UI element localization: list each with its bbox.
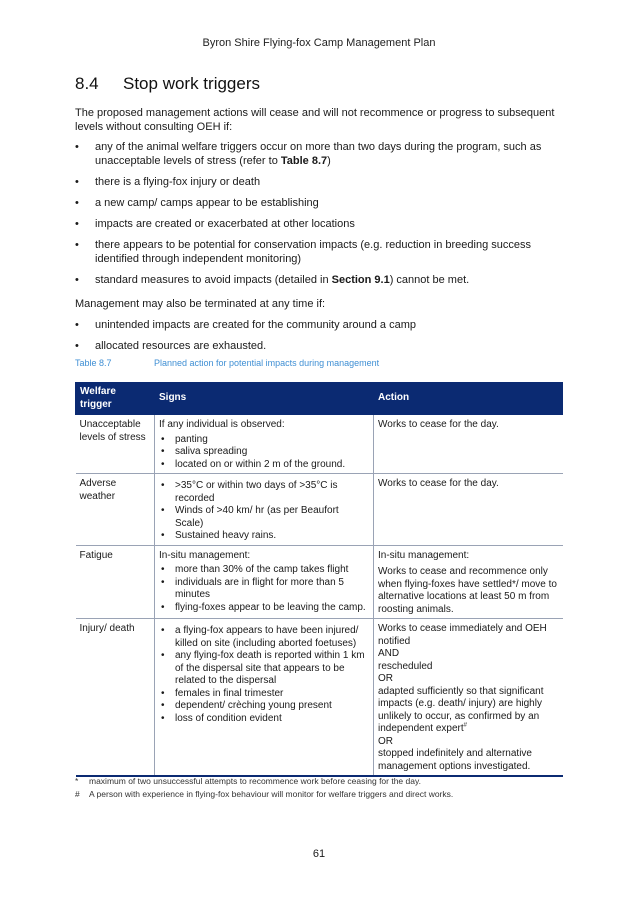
trigger-cell: Fatigue <box>76 545 155 619</box>
section-number: 8.4 <box>75 74 99 93</box>
footnote-mark: * <box>75 776 79 786</box>
footnote-text: maximum of two unsuccessful attempts to recommence work before ceasing for the day. <box>89 776 421 786</box>
trigger-cell: Injury/ death <box>76 619 155 777</box>
footnote-hash <box>75 789 453 799</box>
terminate-text: allocated resources are exhausted. <box>95 340 267 352</box>
trigger-item <box>75 140 565 168</box>
footnote-mark: # <box>75 789 80 799</box>
trigger-reference: Table 8.7 <box>280 155 328 167</box>
sign-item: • panting <box>159 434 369 447</box>
signs-cell <box>155 415 374 474</box>
signs-cell <box>155 474 374 546</box>
action-line: AND <box>378 648 400 659</box>
bullet-icon: • <box>75 274 79 286</box>
action-cell <box>374 619 563 777</box>
bullet-icon: • <box>75 218 79 230</box>
table-row <box>76 619 563 777</box>
section-title: Stop work triggers <box>123 74 260 93</box>
trigger-text: any of the animal welfare triggers occur on more than two days during the program, such as unacceptable levels of stress (refer to <box>95 141 542 167</box>
trigger-text: there is a flying-fox injury or death <box>95 176 261 188</box>
trigger-item <box>75 196 565 210</box>
table-caption-label: Table 8.7 <box>75 358 112 368</box>
trigger-item <box>75 217 565 231</box>
action-line: Works to cease and recommence only when flying-foxes have settled*/ move to alternative locations at least 50 m from roosting animals. <box>378 566 557 615</box>
header-welfare-trigger: Welfare trigger <box>76 383 155 415</box>
table-row <box>76 545 563 619</box>
sign-item: • individuals are in flight for more than 5 minutes <box>159 577 369 602</box>
section-heading <box>75 74 260 94</box>
table-header-row <box>76 383 563 415</box>
sign-item: • located on or within 2 m of the ground. <box>159 459 369 472</box>
sign-item: • dependent/ crèching young present <box>159 700 369 713</box>
bullet-icon: • <box>75 197 79 209</box>
action-line: Works to cease immediately and OEH notified <box>378 623 547 647</box>
intro-paragraph: The proposed management actions will cease and will not recommence or progress to subsequent levels without consulting OEH if: <box>75 107 555 133</box>
trigger-text: standard measures to avoid impacts (detailed in <box>95 274 332 286</box>
action-line: rescheduled <box>378 660 433 672</box>
table-caption <box>75 358 379 368</box>
table-row <box>76 474 563 546</box>
bullet-icon: • <box>75 176 79 188</box>
header-signs: Signs <box>155 383 374 415</box>
action-cell <box>374 545 563 619</box>
footnote-asterisk <box>75 776 421 786</box>
action-line: OR <box>378 735 393 747</box>
action-line: Works to cease for the day. <box>378 419 499 430</box>
sign-item: • Winds of >40 km/ hr (as per Beaufort Scale) <box>159 505 369 530</box>
planned-action-table <box>75 382 563 777</box>
terminate-list <box>75 318 565 353</box>
trigger-text-after: ) cannot be met. <box>389 274 470 286</box>
trigger-item <box>75 273 565 287</box>
sign-item: • females in final trimester <box>159 688 369 701</box>
trigger-item <box>75 238 565 266</box>
signs-cell <box>155 619 374 777</box>
terminate-item <box>75 339 565 353</box>
action-line: In-situ management: <box>378 549 470 561</box>
table-row <box>76 415 563 474</box>
bullet-icon: • <box>75 319 79 331</box>
trigger-text: impacts are created or exacerbated at other locations <box>95 218 355 230</box>
trigger-cell: Unacceptable levels of stress <box>76 415 155 474</box>
action-cell <box>374 415 563 474</box>
terminate-text: unintended impacts are created for the community around a camp <box>95 319 417 331</box>
bullet-icon: • <box>75 239 79 251</box>
sign-item: • any flying-fox death is reported within 1 km of the dispersal site that appears to be related to the dispersal <box>159 650 369 688</box>
signs-list <box>159 434 369 472</box>
sign-item: • a flying-fox appears to have been injured/ killed on site (including aborted foetuses) <box>159 625 369 650</box>
trigger-text-after: ) <box>327 155 331 167</box>
trigger-text: there appears to be potential for conservation impacts (e.g. reduction in breeding success identified through independent monitoring) <box>95 239 531 265</box>
signs-cell <box>155 545 374 619</box>
signs-list <box>159 564 369 614</box>
sign-item: • flying-foxes appear to be leaving the camp. <box>159 602 369 615</box>
terminate-item <box>75 318 565 332</box>
action-line: OR <box>378 673 393 684</box>
table-caption-text: Planned action for potential impacts during management <box>154 358 380 368</box>
signs-intro: If any individual is observed: <box>159 419 285 430</box>
bullet-icon: • <box>75 340 79 352</box>
signs-list <box>159 480 369 543</box>
trigger-list <box>75 140 565 287</box>
page-number: 61 <box>312 848 326 860</box>
bullet-icon: • <box>75 141 79 153</box>
action-cell <box>374 474 563 546</box>
running-header: Byron Shire Flying-fox Camp Management Plan <box>202 37 436 49</box>
signs-intro: In-situ management: <box>159 549 251 561</box>
terminate-intro: Management may also be terminated at any time if: <box>75 298 326 310</box>
sign-item: • more than 30% of the camp takes flight <box>159 564 369 577</box>
sign-item: • >35°C or within two days of >35°C is recorded <box>159 480 369 505</box>
signs-list <box>159 625 369 725</box>
action-line: stopped indefinitely and alternative management options investigated. <box>378 748 532 772</box>
sign-item: • saliva spreading <box>159 446 369 459</box>
sign-item: • Sustained heavy rains. <box>159 530 369 543</box>
trigger-reference: Section 9.1 <box>331 274 390 286</box>
trigger-item <box>75 175 565 189</box>
header-action: Action <box>374 383 563 415</box>
action-line: Works to cease for the day. <box>378 478 499 489</box>
footnote-text: A person with experience in flying-fox behaviour will monitor for welfare triggers and direct works. <box>89 789 454 799</box>
trigger-text: a new camp/ camps appear to be establishing <box>95 197 319 209</box>
action-line: adapted sufficiently so that significant impacts (e.g. death/ injury) are highly unlikely to occur, as confirmed by an independent expert# <box>378 685 544 734</box>
sign-item: • loss of condition evident <box>159 713 369 726</box>
trigger-cell: Adverse weather <box>76 474 155 546</box>
